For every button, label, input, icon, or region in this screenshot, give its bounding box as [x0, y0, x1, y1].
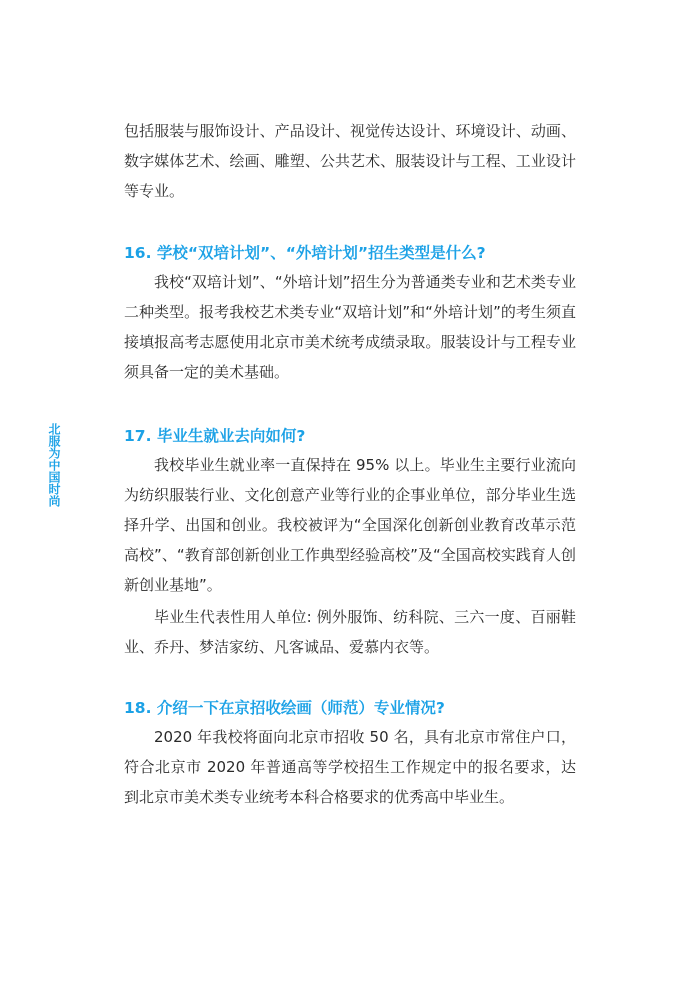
paragraph-q18: 2020 年我校将面向北京市招收 50 名，具有北京市常住户口，符合北京市 2020 年普通高等学校招生工作规定中的报名要求，达到北京市美术类专业统考本科合格要求的优秀高中毕业生。	[124, 728, 576, 806]
heading-q18: 18. 介绍一下在京招收绘画（师范）专业情况?	[124, 699, 445, 717]
intro-paragraph: 包括服装与服饰设计、产品设计、视觉传达设计、环境设计、动画、数字媒体艺术、绘画、雕塑、公共艺术、服装设计与工程、工业设计等专业。	[124, 122, 576, 200]
paragraph-q17-employers: 毕业生代表性用人单位: 例外服饰、纺科院、三六一度、百丽鞋业、乔丹、梦洁家纺、凡客诚品、爱慕内衣等。	[124, 608, 576, 656]
heading-q16: 16. 学校“双培计划”、“外培计划”招生类型是什么?	[124, 244, 486, 262]
heading-q17: 17. 毕业生就业去向如何?	[124, 427, 306, 445]
paragraph-q17-employment: 我校毕业生就业率一直保持在 95% 以上。毕业生主要行业流向为纺织服装行业、文化创意产业等行业的企事业单位，部分毕业生选择升学、出国和创业。我校被评为“全国深化创新创业教育改革示范高校”、“教育部创新创业工作典型经验高校”及“全国高校实践育人创新创业基地”。	[124, 456, 576, 594]
paragraph-q16: 我校“双培计划”、“外培计划”招生分为普通类专业和艺术类专业二种类型。报考我校艺术类专业“双培计划”和“外培计划”的考生须直接填报高考志愿使用北京市美术统考成绩录取。服装设计与工程专业须具备一定的美术基础。	[124, 273, 576, 381]
side-brand-label: 北服为中国时尚	[47, 423, 61, 507]
